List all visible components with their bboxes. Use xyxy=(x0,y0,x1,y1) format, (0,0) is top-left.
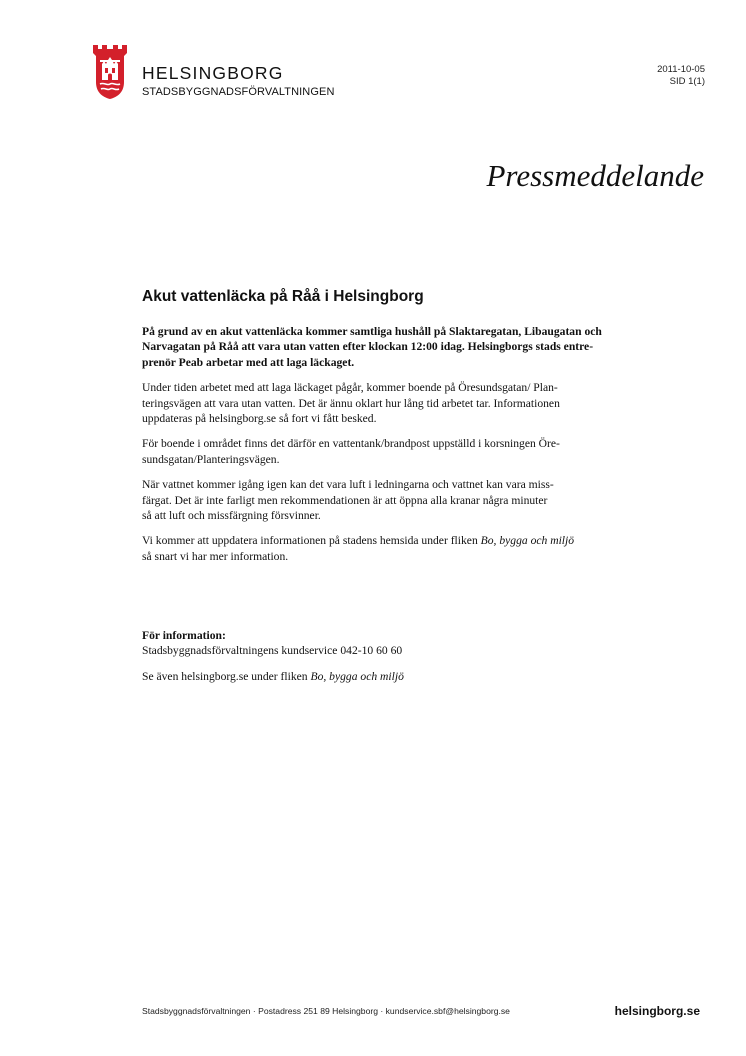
article xyxy=(142,288,622,574)
paragraph-line: så att luft och missfärgning försvinner. xyxy=(142,509,321,523)
document-date: 2011-10-05 xyxy=(657,64,705,75)
document-meta xyxy=(657,64,705,87)
department-name: STADSBYGGNADSFÖRVALTNINGEN xyxy=(142,86,335,98)
body-paragraph-1 xyxy=(142,380,622,426)
document-type-title: Pressmeddelande xyxy=(486,158,704,193)
paragraph-line: sundsgatan/Planteringsvägen. xyxy=(142,452,280,466)
paragraph-line: färgat. Det är inte farligt men rekommendationen är att öppna alla kranar några minuter xyxy=(142,493,548,507)
paragraph-line: så snart vi har mer information. xyxy=(142,549,289,563)
paragraph-line xyxy=(142,533,622,548)
lead-paragraph xyxy=(142,324,622,370)
contact-line: Stadsbyggnadsförvaltningens kundservice 042-10 60 60 xyxy=(142,644,403,658)
paragraph-line: När vattnet kommer igång igen kan det vara luft i ledningarna och vattnet kan vara miss- xyxy=(142,478,554,492)
section-name: Bo, bygga och miljö xyxy=(310,669,404,683)
helsingborg-coat-of-arms-icon xyxy=(92,44,128,100)
org-name: HELSINGBORG xyxy=(142,63,284,83)
paragraph-line: teringsvägen att vara utan vatten. Det är ännu oklart hur lång tid arbetet tar. Informationen xyxy=(142,396,560,410)
lead-line: På grund av en akut vattenläcka kommer samtliga hushåll på Slaktaregatan, Libaugatan och xyxy=(142,325,602,338)
body-paragraph-2 xyxy=(142,436,622,467)
contact-info xyxy=(142,628,622,684)
body-paragraph-3 xyxy=(142,477,622,523)
section-name: Bo, bygga och miljö xyxy=(480,534,575,548)
paragraph-line: Under tiden arbetet med att laga läckaget pågår, kommer boende på Öresundsgatan/ Plan- xyxy=(142,381,558,395)
lead-line: prenör Peab arbetar med att laga läckaget. xyxy=(142,355,355,369)
lead-line: Narvagatan på Råå att vara utan vatten efter klockan 12:00 idag. Helsingborgs stads entre- xyxy=(142,340,594,354)
footer-address: Stadsbyggnadsförvaltningen · Postadress 251 89 Helsingborg · kundservice.sbf@helsingborg.se xyxy=(142,1006,510,1016)
see-also-line xyxy=(142,669,622,684)
paragraph-line: För boende i området finns det därför en vattentank/brandpost uppställd i korsningen Öre- xyxy=(142,437,560,451)
see-also-text: Se även helsingborg.se under fliken xyxy=(142,669,311,683)
paragraph-text: Vi kommer att uppdatera informationen på stadens hemsida under fliken xyxy=(142,534,481,548)
contact-heading: För information: xyxy=(142,629,226,642)
footer-website: helsingborg.se xyxy=(614,1004,700,1018)
paragraph-line: uppdateras på helsingborg.se så fort vi fått besked. xyxy=(142,412,377,426)
page-number: SID 1(1) xyxy=(669,75,705,87)
body-paragraph-4 xyxy=(142,533,622,564)
article-headline: Akut vattenläcka på Råå i Helsingborg xyxy=(142,288,424,305)
